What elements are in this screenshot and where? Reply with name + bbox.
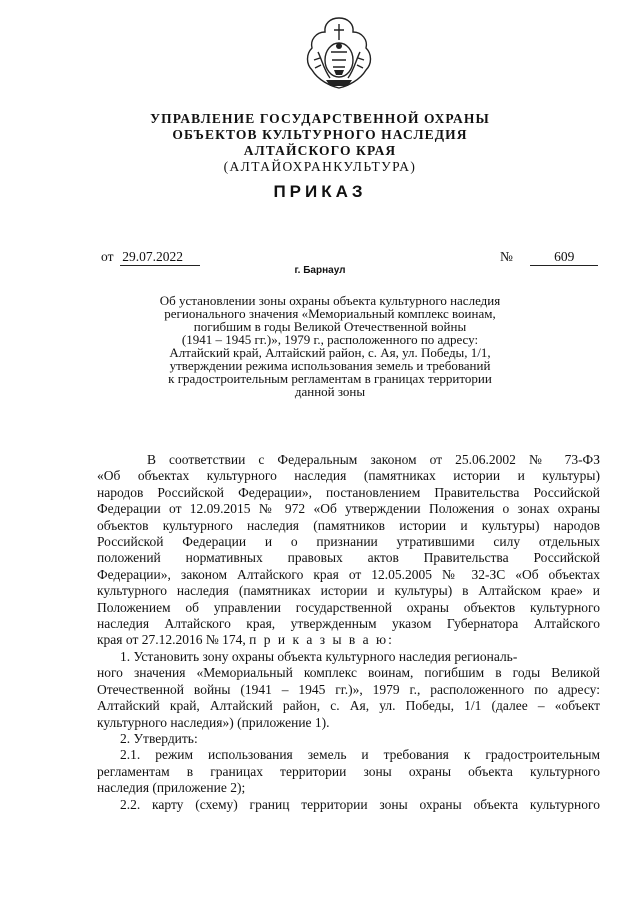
body-line-with-order xyxy=(97,632,600,648)
body-line: народов Российской Федерации», постановлением Правительства Российской xyxy=(97,484,600,500)
body-line: ного значения «Мемориальный комплекс воинам, погибшим в годы Великой xyxy=(97,665,600,681)
date-prefix: от xyxy=(101,249,114,264)
body-line: Положением об управлении государственной охраны объектов культурного xyxy=(97,599,600,615)
body-line: Российской Федерации и о признании утратившими силу отдельных xyxy=(97,534,600,550)
agency-line: АЛТАЙСКОГО КРАЯ xyxy=(243,143,397,158)
document-subject xyxy=(140,294,520,398)
body-line: Федерации от 12.09.2015 № 972 «Об утверждении Положения о зонах охраны xyxy=(97,501,600,517)
body-line: 2. Утвердить: xyxy=(120,730,198,746)
body-line: регламентам в границах территории зоны охраны объекта культурного xyxy=(97,763,600,779)
number-prefix: № xyxy=(500,249,513,264)
body-line: 2.2. карту (схему) границ территории зоны охраны объекта культурного xyxy=(120,796,600,812)
subject-line: погибшим в годы Великой Отечественной войны xyxy=(193,319,467,334)
body-line: наследия (приложение 2); xyxy=(97,780,246,796)
body-line: культурного наследия») (приложение 1). xyxy=(97,714,330,730)
body-line: положений нормативных правовых актов Правительства Российской xyxy=(97,550,600,566)
date-value: 29.07.2022 xyxy=(120,249,200,266)
body-line: объектов культурного наследия (памятников истории и культуры) народов xyxy=(97,517,600,533)
coat-of-arms-icon xyxy=(296,10,382,96)
body-line: Отечественной войны (1941 – 1945 гг.)», 1979 г., расположенного по адресу: xyxy=(97,681,600,697)
agency-name xyxy=(60,111,580,175)
number-value: 609 xyxy=(530,249,598,266)
body-line: края от 27.12.2016 № 174, xyxy=(97,632,246,648)
body-line: «Об объектах культурного наследия (памятниках истории и культуры) xyxy=(97,468,600,484)
subject-line: (1941 – 1945 гг.)», 1979 г., расположенного по адресу: xyxy=(181,332,479,347)
document-number xyxy=(500,249,598,266)
agency-line: ОБЪЕКТОВ КУЛЬТУРНОГО НАСЛЕДИЯ xyxy=(172,127,468,142)
subject-line: утверждении режима использования земель и требований xyxy=(169,358,491,373)
subject-line: данной зоны xyxy=(294,384,366,399)
subject-line: к градостроительным регламентам в границах территории xyxy=(168,371,492,386)
subject-line: регионального значения «Мемориальный комплекс воинам, xyxy=(164,306,496,321)
subject-line: Алтайский край, Алтайский район, с. Ая, ул. Победы, 1/1, xyxy=(169,345,491,360)
body-line: наследия Алтайского края, утвержденным указом Губернатора Алтайского xyxy=(97,616,600,632)
document-body xyxy=(97,452,600,813)
body-line: 2.1. режим использования земель и требования к градостроительным xyxy=(120,747,600,763)
body-line: В соответствии с Федеральным законом от 25.06.2002 № 73-ФЗ xyxy=(147,452,600,467)
body-line: культурного наследия (памятниках истории и культуры) в Алтайском крае» и xyxy=(97,583,600,599)
agency-abbreviation: (АЛТАЙОХРАНКУЛЬТУРА) xyxy=(223,159,417,174)
body-line: 1. Установить зону охраны объекта культурного наследия региональ- xyxy=(120,648,518,664)
agency-line: УПРАВЛЕНИЕ ГОСУДАРСТВЕННОЙ ОХРАНЫ xyxy=(150,111,490,126)
subject-line: Об установлении зоны охраны объекта культурного наследия xyxy=(159,293,501,308)
body-line: Федерации», законом Алтайского края от 12.05.2005 № 32-ЗС «Об объектах xyxy=(97,566,600,582)
city: г. Барнаул xyxy=(294,265,346,276)
document-type-title: ПРИКАЗ xyxy=(273,182,367,201)
order-word: п р и к а з ы в а ю: xyxy=(249,632,394,648)
document-date xyxy=(101,249,200,266)
body-line: Алтайский край, Алтайский район, с. Ая, ул. Победы, 1/1 (далее – «объект xyxy=(97,698,600,714)
